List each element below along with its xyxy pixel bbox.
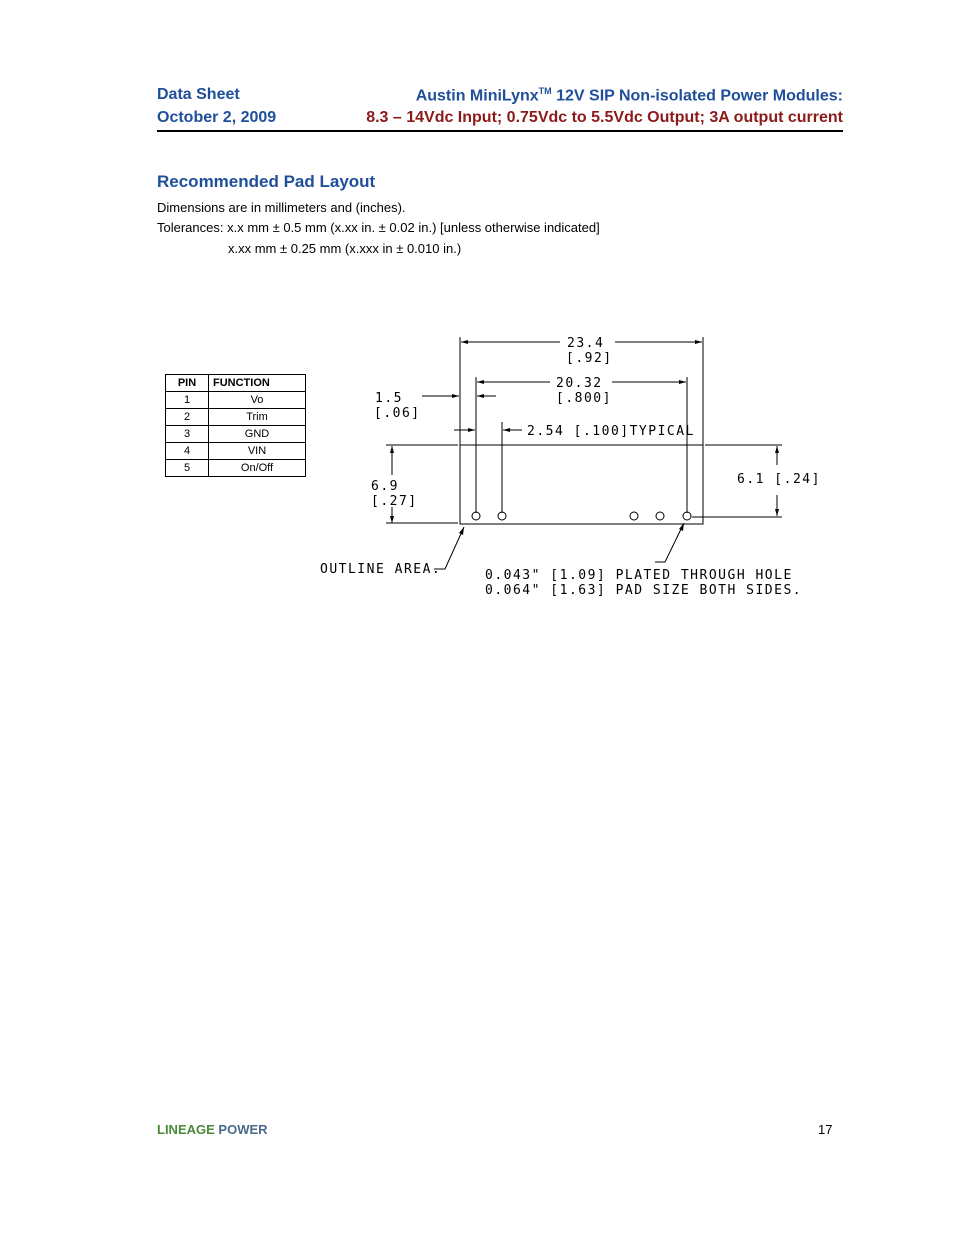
arrowhead (477, 394, 484, 398)
dim-span-mm: 20.32 (556, 376, 603, 391)
product-series: 12V SIP Non-isolated Power Modules: (551, 87, 843, 105)
pin-number: 2 (166, 409, 209, 426)
arrowhead (695, 340, 702, 344)
tolerances-note: Tolerances: x.x mm ± 0.5 mm (x.xx in. ± 0.02 in.) [unless otherwise indicated] (157, 220, 600, 235)
pin-hole (498, 512, 506, 520)
arrowhead (459, 527, 464, 535)
label-pad-spec: 0.064" [1.63] PAD SIZE BOTH SIDES. (485, 583, 803, 598)
arrowhead (775, 509, 779, 516)
tolerances-note-2: x.xx mm ± 0.25 mm (x.xxx in ± 0.010 in.) (228, 241, 462, 256)
table-row (166, 426, 306, 443)
dimensions-note: Dimensions are in millimeters and (inches). (157, 200, 406, 215)
dim-height: 6.1 [.24] (737, 472, 821, 487)
trademark-mark: TM (538, 86, 552, 96)
pin-number: 4 (166, 443, 209, 460)
brand-lineage: LINEAGE (157, 1122, 215, 1137)
arrowhead (390, 516, 394, 523)
arrowhead (468, 428, 475, 432)
doc-product-spec: 8.3 – 14Vdc Input; 0.75Vdc to 5.5Vdc Output; 3A output current (366, 109, 843, 126)
pin-hole (472, 512, 480, 520)
pin-column-header: PIN (166, 375, 209, 392)
arrowhead (775, 446, 779, 453)
label-hole-spec: 0.043" [1.09] PLATED THROUGH HOLE (485, 568, 793, 583)
module-outline (460, 445, 703, 524)
table-row (166, 460, 306, 477)
dim-edge-in: [.06] (374, 406, 421, 421)
doc-date: October 2, 2009 (157, 109, 277, 126)
dim-pin-in: [.27] (371, 494, 418, 509)
doc-product-title (416, 86, 843, 105)
pin-number: 5 (166, 460, 209, 477)
arrowhead (390, 446, 394, 453)
header-divider (157, 130, 843, 132)
pin-function-table (165, 374, 306, 477)
pin-hole (630, 512, 638, 520)
page-number: 17 (818, 1122, 833, 1137)
label-outline-area: OUTLINE AREA. (320, 562, 442, 577)
doc-type: Data Sheet (157, 86, 240, 103)
pin-function: Vo (209, 392, 306, 409)
pin-function: GND (209, 426, 306, 443)
dim-edge-mm: 1.5 (375, 391, 403, 406)
dim-pitch: 2.54 [.100]TYPICAL (527, 424, 695, 439)
product-name: Austin MiniLynx (415, 87, 539, 105)
table-header-row (166, 375, 306, 392)
dim-overall-in: [.92] (566, 351, 613, 366)
table-row (166, 409, 306, 426)
arrowhead (452, 394, 459, 398)
dim-span-in: [.800] (556, 391, 612, 406)
arrowhead (679, 380, 686, 384)
section-title: Recommended Pad Layout (157, 172, 376, 191)
arrowhead (477, 380, 484, 384)
pin-function: VIN (209, 443, 306, 460)
pin-hole (683, 512, 691, 520)
dim-overall-mm: 23.4 (567, 336, 605, 351)
dim-pin-mm: 6.9 (371, 479, 399, 494)
pad-layout-drawing (300, 325, 821, 605)
footer-brand (157, 1122, 268, 1137)
arrowhead (461, 340, 468, 344)
table-row (166, 392, 306, 409)
pin-function: Trim (209, 409, 306, 426)
pin-number: 3 (166, 426, 209, 443)
function-column-header: FUNCTION (209, 375, 306, 392)
pin-hole (656, 512, 664, 520)
pin-function: On/Off (209, 460, 306, 477)
table-row (166, 443, 306, 460)
arrowhead (503, 428, 510, 432)
pin-number: 1 (166, 392, 209, 409)
brand-power: POWER (218, 1122, 268, 1137)
